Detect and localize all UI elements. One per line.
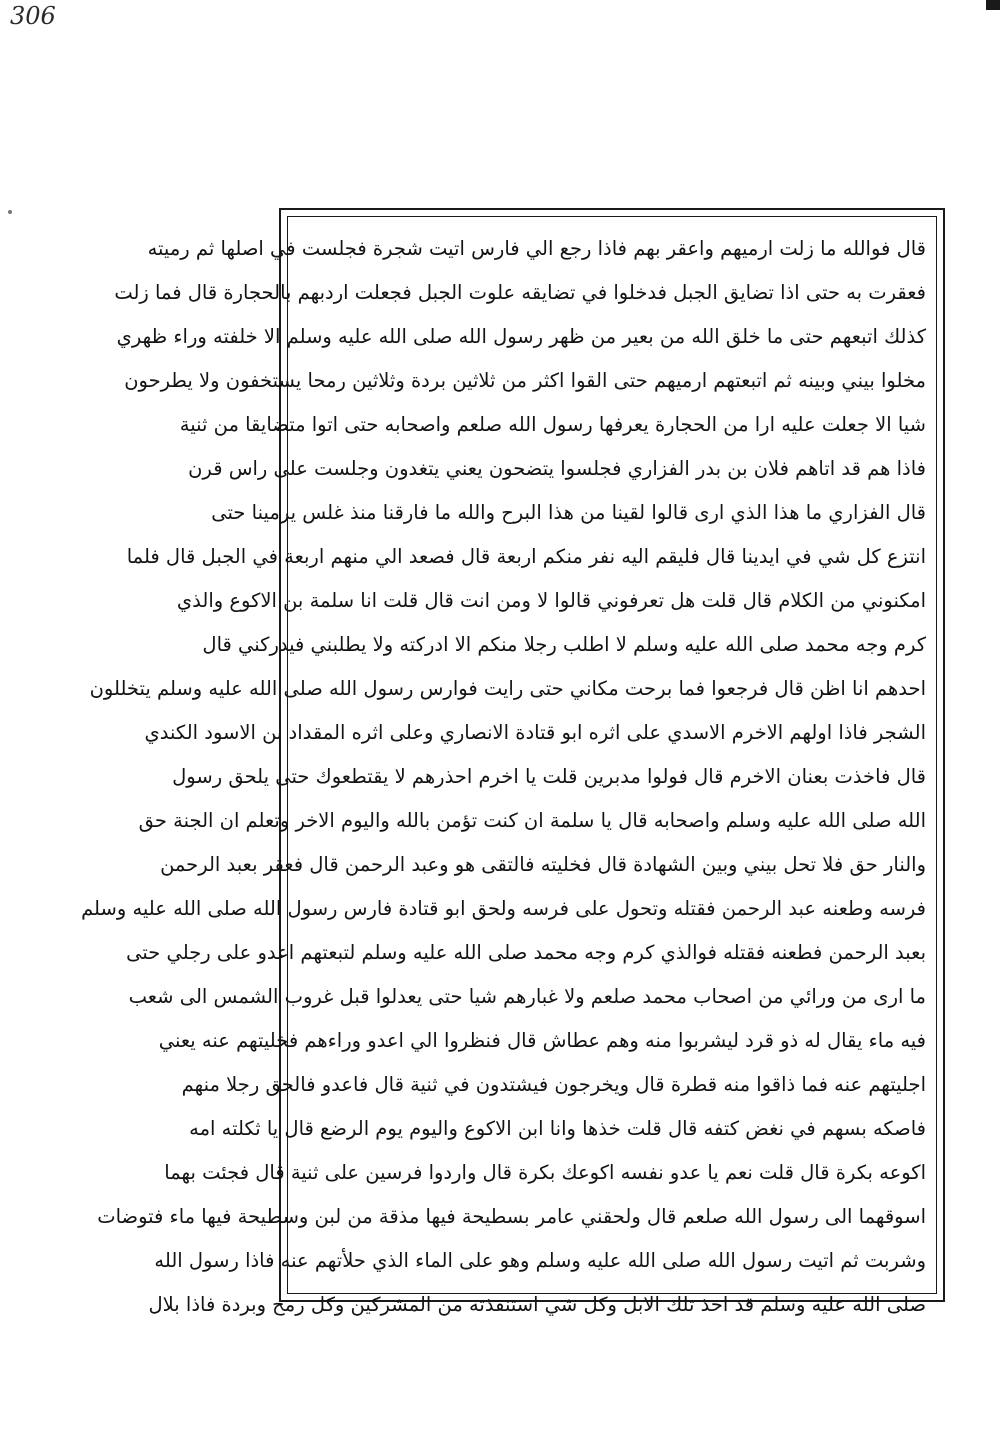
manuscript-line: انتزع كل شي في ايدينا قال فليقم اليه نفر منكم اربعة قال فصعد الي منهم اربعة في الجبل قال فلما: [126, 545, 926, 568]
manuscript-line: فرسه وطعنه عبد الرحمن فقتله وتحول على فرسه ولحق ابو قتادة فارس رسول الله صلى الله عليه وسلم: [81, 897, 926, 920]
manuscript-line: اسوقهما الى رسول الله صلعم قال ولحقني عامر بسطيحة فيها مذقة من لبن وسطيحة فيها ماء فتوضات: [97, 1205, 926, 1228]
manuscript-outer-frame: [81, 208, 945, 1316]
manuscript-line: صلى الله عليه وسلم قد اخذ تلك الابل وكل شي استنقذته من المشركين وكل رمح وبردة فاذا بلال: [148, 1293, 926, 1316]
scan-dot-mark: [8, 210, 12, 214]
manuscript-line: مخلوا بيني وبينه ثم اتبعتهم ارميهم حتى القوا اكثر من ثلاثين بردة وثلاثين رمحا يستخفون ولا يطرحون: [124, 369, 926, 392]
manuscript-line: اكوعه بكرة قال قلت نعم يا عدو نفسه اكوعك بكرة قال واردوا فرسين على ثنية قال فجئت بهما: [164, 1161, 926, 1184]
manuscript-line: شيا الا جعلت عليه ارا من الحجارة يعرفها رسول الله صلعم واصحابه حتى اتوا متضايقا من ثنية: [179, 413, 926, 436]
manuscript-line: فاذا هم قد اتاهم فلان بن بدر الفزاري فجلسوا يتضحون يعني يتغدون وجلست على راس قرن: [188, 457, 926, 480]
manuscript-line: احدهم انا اظن قال فرجعوا فما برحت مكاني حتى رايت فوارس رسول الله صلى الله عليه وسلم يتخللون: [89, 677, 926, 700]
manuscript-line: كرم وجه محمد صلى الله عليه وسلم لا اطلب رجلا منكم الا ادركته ولا يطلبني فيدركني قال: [202, 633, 926, 656]
manuscript-line: فعقرت به حتى اذا تضايق الجبل فدخلوا في تضايقه علوت الجبل فجعلت اردبهم بالحجارة قال فما زلت: [114, 281, 926, 304]
manuscript-line: فاصكه بسهم في نغض كتفه قال قلت خذها وانا ابن الاكوع واليوم يوم الرضع قال يا ثكلته امه: [189, 1117, 926, 1140]
manuscript-line: قال فوالله ما زلت ارميهم واعقر بهم فاذا رجع الي فارس اتيت شجرة فجلست في اصلها ثم رميته: [147, 237, 926, 260]
manuscript-text-block: [81, 227, 926, 1316]
manuscript-line: اجليتهم عنه فما ذاقوا منه قطرة قال ويخرجون فيشتدون في ثنية قال فاعدو فالحق رجلا منهم: [181, 1073, 926, 1096]
manuscript-line: بعبد الرحمن فطعنه فقتله فوالذي كرم وجه محمد صلى الله عليه وسلم لتبعتهم اعدو على رجلي حتى: [126, 941, 926, 964]
manuscript-line: امكنوني من الكلام قال قلت هل تعرفوني قالوا لا ومن انت قال قلت انا سلمة بن الاكوع والذي: [176, 589, 926, 612]
page-number: 306: [10, 2, 56, 30]
manuscript-line: كذلك اتبعهم حتى ما خلق الله من بعير من ظهر رسول الله صلى الله عليه وسلم الا خلفته وراء ظهري: [116, 325, 926, 348]
manuscript-line: الشجر فاذا اولهم الاخرم الاسدي على اثره ابو قتادة الانصاري وعلى اثره المقداد بن الاسود الكندي: [144, 721, 926, 744]
manuscript-line: قال الفزاري ما هذا الذي ارى قالوا لقينا من هذا البرح والله ما فارقنا منذ غلس يرمينا حتى: [211, 501, 926, 524]
manuscript-line: والنار حق فلا تحل بيني وبين الشهادة قال فخليته فالتقى هو وعبد الرحمن قال فعقر بعبد الرحمن: [160, 853, 926, 876]
manuscript-line: الله صلى الله عليه وسلم واصحابه قال يا سلمة ان كنت تؤمن بالله واليوم الاخر وتعلم ان الجنة حق: [138, 809, 926, 832]
manuscript-line: فيه ماء يقال له ذو قرد ليشربوا منه وهم عطاش قال فنظروا الي اعدو وراءهم فخليتهم عنه يعني: [158, 1029, 926, 1052]
manuscript-inner-frame: [81, 216, 937, 1316]
scan-corner-mark: [986, 0, 1000, 10]
manuscript-line: ما ارى من ورائي من اصحاب محمد صلعم ولا غبارهم شيا حتى يعدلوا قبل غروب الشمس الى شعب: [128, 985, 926, 1008]
manuscript-line: قال فاخذت بعنان الاخرم قال فولوا مدبرين قلت يا اخرم احذرهم لا يقتطعوك حتى يلحق رسول: [172, 765, 926, 788]
manuscript-line: وشربت ثم اتيت رسول الله صلى الله عليه وسلم وهو على الماء الذي حلأتهم عنه فاذا رسول الله: [154, 1249, 926, 1272]
